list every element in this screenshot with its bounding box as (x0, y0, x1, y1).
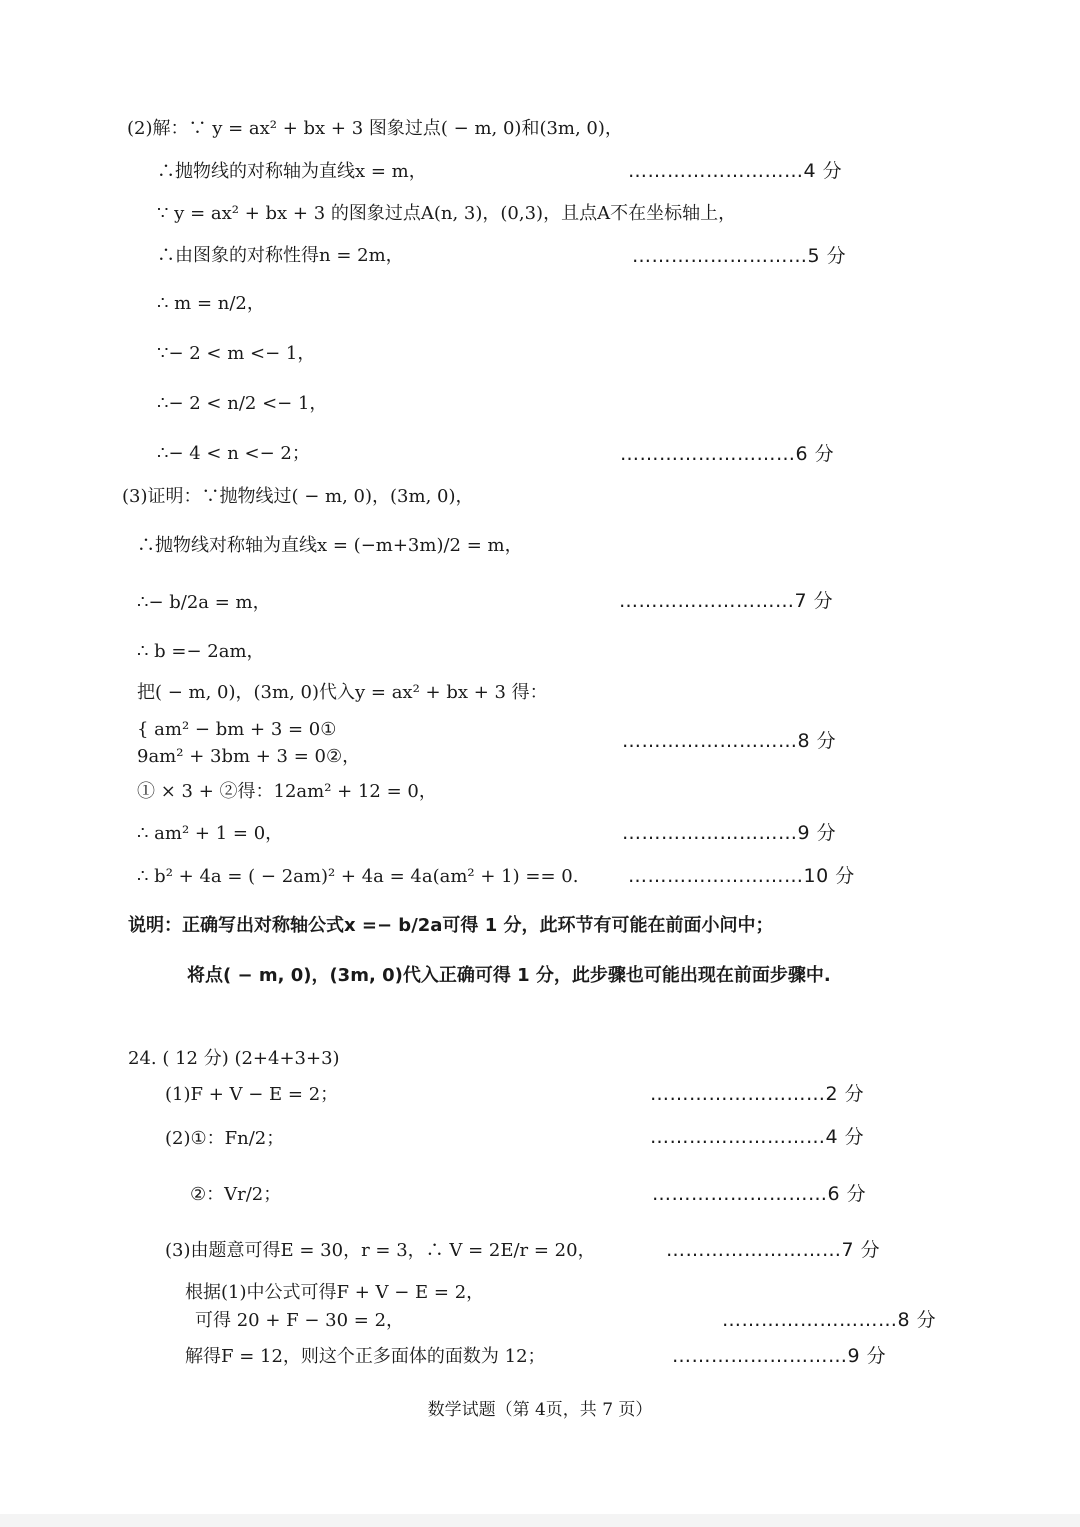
solution-line: (2)①：Fn/2； (165, 1128, 285, 1149)
score-marker: ………………………7 分 (666, 1239, 881, 1261)
score-marker: ………………………5 分 (632, 245, 847, 267)
solution-line: (1)F + V − E = 2； (165, 1084, 339, 1105)
score-marker: ………………………6 分 (620, 443, 835, 465)
solution-line: ∴ am² + 1 = 0， (137, 823, 284, 844)
score-marker: ………………………8 分 (622, 730, 837, 752)
equation-system-line: 9am² + 3bm + 3 = 0②， (137, 746, 361, 767)
score-marker: ………………………10 分 (628, 865, 855, 887)
score-marker: ………………………7 分 (619, 590, 834, 612)
page-footer: 数学试题（第 4页，共 7 页） (427, 1400, 653, 1420)
solution-line: 把( − m, 0)，(3m, 0)代入y = ax² + bx + 3 得： (137, 682, 548, 703)
score-marker: ………………………2 分 (650, 1083, 865, 1105)
solution-line: (2)解：∵ y = ax² + bx + 3 图象过点( − m, 0)和(3m, 0)， (127, 118, 623, 139)
solution-line: (3)证明：∵抛物线过( − m, 0)，(3m, 0)， (122, 486, 474, 507)
solution-line: ① × 3 + ②得：12am² + 12 = 0， (137, 781, 437, 802)
solution-line: ∴− b/2a = m， (137, 592, 271, 613)
solution-line: ∴− 4 < n <− 2； (157, 443, 310, 464)
solution-line: 根据(1)中公式可得F + V − E = 2， (185, 1282, 485, 1303)
solution-line: ∴ b =− 2am， (137, 641, 265, 662)
solution-line: (3)由题意可得E = 30，r = 3，∴ V = 2E/r = 20， (165, 1240, 596, 1261)
solution-line: 解得F = 12，则这个正多面体的面数为 12； (185, 1346, 546, 1367)
question-header: 24. ( 12 分) (2+4+3+3) (128, 1048, 340, 1069)
solution-line: ∴− 2 < n/2 <− 1， (157, 393, 328, 414)
solution-line: ∴ b² + 4a = ( − 2am)² + 4a = 4a(am² + 1) == 0. (137, 866, 579, 887)
solution-line: ∴抛物线对称轴为直线x = (−m+3m)/2 = m， (137, 535, 523, 556)
solution-line: 可得 20 + F − 30 = 2， (195, 1310, 405, 1331)
score-marker: ………………………6 分 (652, 1183, 867, 1205)
equation-system-line: { am² − bm + 3 = 0① (137, 719, 337, 740)
solution-line: ∴ m = n/2， (157, 293, 265, 314)
score-marker: ………………………9 分 (622, 822, 837, 844)
solution-line: ∵ y = ax² + bx + 3 的图象过点A(n, 3)，(0,3)，且点A不在坐标轴上， (157, 203, 737, 224)
score-marker: ………………………9 分 (672, 1345, 887, 1367)
score-marker: ………………………8 分 (722, 1309, 937, 1331)
solution-line: ∵− 2 < m <− 1， (157, 343, 316, 364)
scan-edge (0, 1514, 1080, 1527)
solution-line: ∴抛物线的对称轴为直线x = m， (157, 161, 427, 182)
solution-line: ②：Vr/2； (190, 1184, 282, 1205)
score-marker: ………………………4 分 (650, 1126, 865, 1148)
solution-line: ∴由图象的对称性得n = 2m， (157, 245, 404, 266)
score-marker: ………………………4 分 (628, 160, 843, 182)
grading-note: 说明：正确写出对称轴公式x =− b/2a可得 1 分，此环节有可能在前面小问中； (128, 915, 774, 936)
grading-note: 将点( − m, 0)，(3m, 0)代入正确可得 1 分，此步骤也可能出现在前面步骤中. (187, 965, 831, 986)
